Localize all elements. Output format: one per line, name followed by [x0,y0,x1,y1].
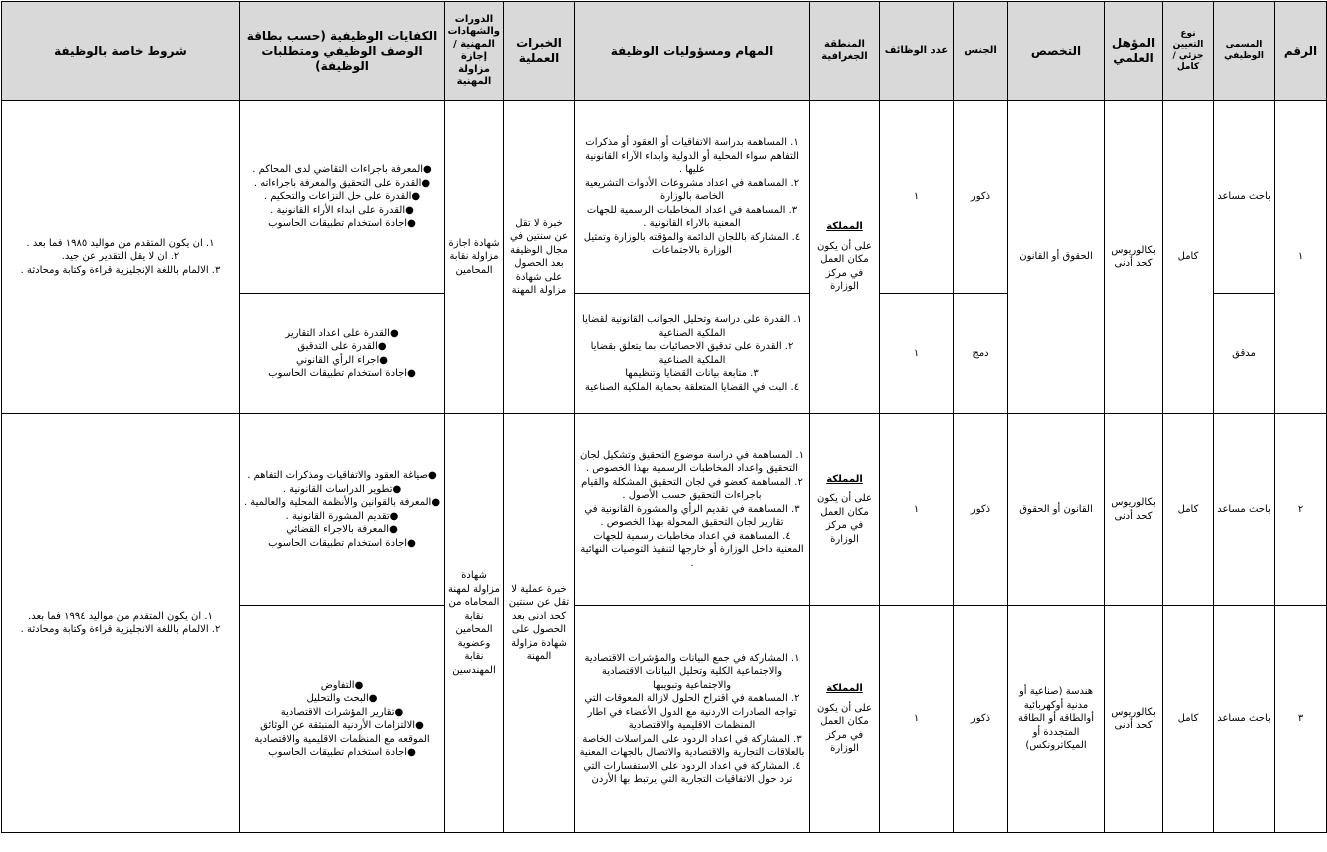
list-item: ●اجادة استخدام تطبيقات الحاسوب [268,537,416,549]
header-qualification: المؤهل العلمي [1105,2,1163,101]
certificates-text: شهادة مزاولة لمهنة المحاماه من نقابة المحامين وعضوية نقابة المهندسين [448,570,500,676]
list-item: ٢. ان لا يقل التقدير عن جيد. [61,251,180,263]
table-row [2,101,1327,294]
tasks [575,414,810,606]
region-strong: المملكة [826,473,863,485]
row-number: ٣ [1275,606,1327,833]
tasks [575,101,810,294]
jobs-table [1,1,1327,833]
special-conditions [2,101,240,414]
specialization: هندسة (صناعية أو مدنية أوكهربائية أوالطاقة أو الطاقة المتجددة أو الميكاترونكس) [1008,606,1105,833]
list-item: ٢. الالمام باللغة الانجليزية قراءة وكتابة ومحادثة . [20,624,221,635]
header-gender: الجنس [954,2,1008,101]
header-conditions: شروط خاصة بالوظيفة [2,2,240,101]
header-no: الرقم [1275,2,1327,101]
region-strong: المملكة [826,683,863,695]
table-row [2,414,1327,606]
header-certificates: الدورات والشهادات المهنية / إجازة مزاولة المهنية [445,2,504,101]
list-item: ٤. المشاركة باللجان الدائمة والمؤقته بالوزارة وتمثيل الوزارة بالاجتماعات [583,231,801,257]
list-item: ●المعرفة بالاجراء القضائي [286,524,398,535]
region-text: على أن يكون مكان العمل في مركز الوزارة [817,493,872,545]
list-item: ١. المشاركة في جمع البيانات والمؤشرات الاقتصادية والاجتماعية الكلية وتحليل البيانات الاقتصادية والاجتماعية وتبويبها [584,652,800,691]
row-number: ٢ [1275,414,1327,606]
list-item: ●تطوير الدراسات القانونية . [282,483,402,495]
job-count: ١ [880,294,954,414]
list-item: ●الالتزامات الأردنية المنبثقة عن الوثائق الموقعه مع المنظمات الاقليمية والاقتصادية [254,720,430,745]
list-item: ●القدرة على ابداء الأراء القانونية . [270,204,414,216]
competencies [240,294,445,414]
header-region: المنطقة الجغرافية [810,2,880,101]
header-row [2,2,1327,101]
list-item: ٣. متابعة بيانات القضايا وتنظيمها [625,368,759,379]
appointment-type: كامل [1163,606,1214,833]
appointment-type: كامل [1163,101,1214,414]
region-strong: المملكة [826,221,863,233]
list-item: ●المعرفة باجراءات التقاضي لدى المحاكم . [252,164,432,176]
qualification: بكالوريوس كحد أدنى [1105,414,1163,606]
specialization: القانون أو الحقوق [1008,414,1105,606]
list-item: ●القدرة على اعداد التقارير [285,327,399,339]
list-item: ٢. المساهمة في اقتراح الحلول لازالة المعوقات التي تواجه الصادرات الاردنية مع الدول الأعضاء في اطار المنظمات الاقليمية والاقتصادية [584,693,800,731]
list-item: ١. ان يكون المتقدم من مواليد ١٩٩٤ فما بعد. [28,610,213,622]
list-item: ٤. البت في القضايا المتعلقة بحماية الملكية الصناعية [584,381,800,393]
list-item: ٣. المساهمة في اعداد المخاطبات الرسمية للجهات المعنية بالاراء القانونية . [586,204,798,230]
region [810,414,880,606]
list-item: ●البحث والتحليل [306,693,378,704]
tasks [575,606,810,833]
header-tasks: المهام ومسؤوليات الوظيفة [575,2,810,101]
specialization: الحقوق أو القانون [1008,101,1105,414]
list-item: ●القدرة على التدقيق [297,341,387,352]
list-item: ١. ان يكون المتقدم من مواليد ١٩٨٥ فما بعد . [26,237,215,249]
header-experience: الخبرات العملية [504,2,575,101]
experience: خبرة لا تقل عن سنتين في مجال الوظيفة بعد الحصول على شهادة مزاولة المهنة [504,101,575,414]
list-item: ●تقارير المؤشرات الاقتصادية [280,706,404,718]
list-item: ●القدرة على حل النزاعات والتحكيم . [263,191,421,203]
experience: خبرة عملية لا تقل عن سنتين كحد ادنى بعد الحصول على شهادة مزاولة المهنة [504,414,575,833]
job-count: ١ [880,606,954,833]
job-count: ١ [880,101,954,294]
list-item: ٣. المشاركة في اعداد الردود على المراسلات الخاصة بالعلاقات التجارية والاقتصادية والاتصال بالجهات المعنية [579,733,805,758]
list-item: ●القدرة على التحقيق والمعرفة باجراءاته . [253,177,431,189]
list-item: ١. القدرة على دراسة وتحليل الجوانب القانونية لقضايا الملكية الصناعية [582,314,802,339]
list-item: ●التفاوض [320,679,364,691]
certificates: شهادة اجازة مزاولة نقابة المحامين [445,101,504,414]
list-item: ●اجراء الرأي القانوني [296,354,388,366]
region [810,606,880,833]
list-item: ●المعرفة بالقوانين والأنظمة المحلية والعالمية . [243,497,441,508]
header-job-count: عدد الوظائف [880,2,954,101]
list-item: ٢. المساهمة في اعداد مشروعات الأدوات التشريعية الخاصة بالوزارة [584,177,800,203]
list-item: ٢. المساهمة كعضو في لجان التحقيق المشكلة والقيام باجراءات التحقيق حسب الأصول . [581,476,803,502]
list-item: ●صياغة العقود والاتفاقيات ومذكرات التفاهم . [247,470,437,481]
job-title: باحث مساعد [1214,414,1275,606]
competencies [240,101,445,294]
region [810,101,880,414]
gender: ذكور [954,414,1008,606]
list-item: ١. المساهمة في دراسة موضوع التحقيق وتشكيل لجان التحقيق واعداد المخاطبات الرسمية بهذا الخصوص . [579,449,805,475]
competencies [240,414,445,606]
header-appointment-type: نوع التعيين جزئي / كامل [1163,2,1214,101]
certificates [445,414,504,833]
region-text: على أن يكون مكان العمل في مركز الوزارة [817,240,872,293]
gender: ذكور [954,101,1008,294]
region-text: على أن يكون مكان العمل في مركز الوزارة [817,702,872,755]
special-conditions [2,414,240,833]
list-item: ●اجادة استخدام تطبيقات الحاسوب [268,747,416,758]
header-competencies: الكفايات الوظيفية (حسب بطاقة الوصف الوظيفي ومتطلبات الوظيفة) [240,2,445,101]
job-count: ١ [880,414,954,606]
list-item: ●اجادة استخدام تطبيقات الحاسوب [268,368,416,379]
list-item: ١. المساهمة بدراسة الاتفاقيات أو العقود أو مذكرات التفاهم سواء المحلية أو الدولية وابداء الآراء القانونية عليها . [585,137,799,176]
header-specialization: التخصص [1008,2,1105,101]
list-item: ٢. القدرة على تدقيق الاحصائيات بما يتعلق بقضايا الملكية الصناعية [590,341,794,366]
list-item: ●اجادة استخدام تطبيقات الحاسوب [268,218,416,230]
list-item: ٣. الالمام باللغة الإنجليزية قراءة وكتابة ومحادثة . [20,264,221,276]
job-title: باحث مساعد [1214,101,1275,294]
list-item: ٤. المساهمة في اعداد مخاطبات رسمية للجهات المعنية داخل الوزارة أو خارجها لتنفيذ التوصيات النهائية . [580,530,804,569]
competencies [240,606,445,833]
job-title: مدقق [1214,294,1275,414]
tasks [575,294,810,414]
list-item: ٣. المساهمة في تقديم الرأي والمشورة القانونية في تقارير لجان التحقيق المحولة بهذا الخصوص . [584,503,800,529]
row-number: ١ [1275,101,1327,414]
header-title: المسمى الوظيفي [1214,2,1275,101]
list-item: ٤. المشاركة في اعداد الردود على الاستفسارات التي ترد حول الاتفاقيات التجارية التي يرتبط بها الأردن [583,760,801,785]
gender: دمج [954,294,1008,414]
gender: ذكور [954,606,1008,833]
qualification: بكالوريوس كحد أدنى [1105,101,1163,414]
job-title: باحث مساعد [1214,606,1275,833]
qualification: بكالوريوس كحد أدنى [1105,606,1163,833]
list-item: ●تقديم المشورة القانونية . [285,510,399,522]
appointment-type: كامل [1163,414,1214,606]
